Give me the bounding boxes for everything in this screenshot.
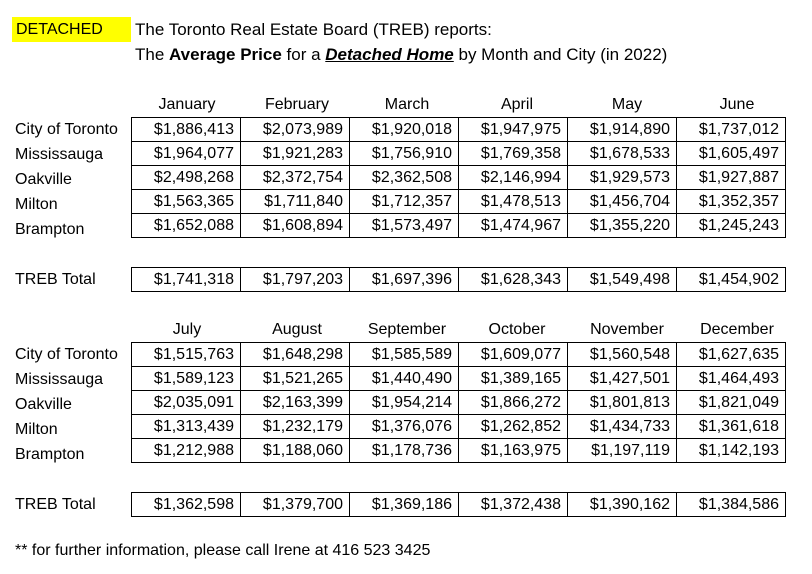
- city-labels-h2: [15, 342, 118, 467]
- price-cell: $1,563,365: [132, 190, 241, 214]
- price-cell: $1,355,220: [568, 214, 677, 238]
- price-cell: $2,362,508: [350, 166, 459, 190]
- price-cell: $1,440,490: [350, 367, 459, 391]
- table-row: [132, 367, 786, 391]
- price-cell: $1,454,902: [677, 268, 786, 292]
- price-cell: $1,212,988: [132, 439, 241, 463]
- price-cell: $2,372,754: [241, 166, 350, 190]
- price-cell: $1,921,283: [241, 142, 350, 166]
- price-cell: $1,372,438: [459, 493, 568, 517]
- total-table-h1: [131, 267, 786, 292]
- price-cell: $1,142,193: [677, 439, 786, 463]
- price-cell: $1,929,573: [568, 166, 677, 190]
- table-row: [132, 118, 786, 142]
- month-header: August: [272, 321, 322, 338]
- subtitle-suffix: by Month and City (in 2022): [453, 45, 668, 64]
- city-label: Brampton: [15, 221, 85, 238]
- treb-total-label: TREB Total: [15, 496, 96, 513]
- price-cell: $1,369,186: [350, 493, 459, 517]
- price-cell: $1,352,357: [677, 190, 786, 214]
- table-row: [132, 190, 786, 214]
- price-cell: $1,608,894: [241, 214, 350, 238]
- price-cell: $1,866,272: [459, 391, 568, 415]
- price-cell: $1,609,077: [459, 343, 568, 367]
- price-cell: $2,498,268: [132, 166, 241, 190]
- price-cell: $1,927,887: [677, 166, 786, 190]
- price-cell: $1,585,589: [350, 343, 459, 367]
- price-cell: $1,947,975: [459, 118, 568, 142]
- price-table-h2: [131, 342, 786, 463]
- price-cell: $1,954,214: [350, 391, 459, 415]
- price-cell: $1,737,012: [677, 118, 786, 142]
- price-cell: $1,379,700: [241, 493, 350, 517]
- price-cell: $1,920,018: [350, 118, 459, 142]
- price-cell: $1,197,119: [568, 439, 677, 463]
- price-cell: $2,073,989: [241, 118, 350, 142]
- month-header: January: [158, 96, 216, 113]
- month-header: June: [719, 96, 755, 113]
- month-header: July: [172, 321, 202, 338]
- table-row: [132, 214, 786, 238]
- month-headers-h1: [132, 94, 792, 116]
- table-row: [132, 166, 786, 190]
- subtitle-emphasis: Detached Home: [325, 45, 454, 64]
- price-cell: $1,178,736: [350, 439, 459, 463]
- price-cell: $1,384,586: [677, 493, 786, 517]
- month-header: March: [384, 96, 430, 113]
- city-labels-h1: [15, 117, 118, 242]
- price-cell: $2,163,399: [241, 391, 350, 415]
- table-row: [132, 415, 786, 439]
- price-cell: $1,678,533: [568, 142, 677, 166]
- price-cell: $1,515,763: [132, 343, 241, 367]
- month-header: November: [590, 321, 664, 338]
- price-cell: $1,605,497: [677, 142, 786, 166]
- price-cell: $1,361,618: [677, 415, 786, 439]
- price-cell: $1,390,162: [568, 493, 677, 517]
- price-cell: $1,262,852: [459, 415, 568, 439]
- price-cell: $1,914,890: [568, 118, 677, 142]
- price-cell: $1,474,967: [459, 214, 568, 238]
- price-table-h1: [131, 117, 786, 238]
- month-header: April: [500, 96, 533, 113]
- city-label: Brampton: [15, 446, 85, 463]
- price-cell: $1,741,318: [132, 268, 241, 292]
- city-label: Oakville: [15, 171, 72, 188]
- footer-note: ** for further information, please call Irene at 416 523 3425: [15, 542, 431, 559]
- city-label: Oakville: [15, 396, 72, 413]
- table-row: [132, 142, 786, 166]
- price-cell: $1,232,179: [241, 415, 350, 439]
- price-cell: $1,560,548: [568, 343, 677, 367]
- price-cell: $1,797,203: [241, 268, 350, 292]
- price-cell: $1,163,975: [459, 439, 568, 463]
- price-cell: $1,821,049: [677, 391, 786, 415]
- price-cell: $1,886,413: [132, 118, 241, 142]
- price-cell: $1,573,497: [350, 214, 459, 238]
- price-cell: $1,648,298: [241, 343, 350, 367]
- price-cell: $1,697,396: [350, 268, 459, 292]
- price-cell: $1,456,704: [568, 190, 677, 214]
- table-row: [132, 493, 786, 517]
- table-row: [132, 268, 786, 292]
- total-table-h2: [131, 492, 786, 517]
- price-cell: $1,589,123: [132, 367, 241, 391]
- table-row: [132, 439, 786, 463]
- subtitle-mid: for a: [281, 45, 326, 64]
- city-label: Mississauga: [15, 371, 104, 388]
- price-cell: $1,434,733: [568, 415, 677, 439]
- month-header: October: [488, 321, 546, 338]
- city-label: Milton: [15, 421, 58, 438]
- price-cell: $1,712,357: [350, 190, 459, 214]
- price-cell: $1,652,088: [132, 214, 241, 238]
- price-cell: $1,478,513: [459, 190, 568, 214]
- price-cell: $1,188,060: [241, 439, 350, 463]
- category-badge: DETACHED: [12, 17, 131, 42]
- price-cell: $1,964,077: [132, 142, 241, 166]
- city-label: City of Toronto: [15, 121, 118, 138]
- price-cell: $1,628,343: [459, 268, 568, 292]
- subtitle-prefix: The: [135, 45, 170, 64]
- city-label: Mississauga: [15, 146, 104, 163]
- report-subtitle: [135, 45, 667, 65]
- month-header: December: [700, 321, 774, 338]
- price-cell: $2,035,091: [132, 391, 241, 415]
- report-title: The Toronto Real Estate Board (TREB) reports:: [135, 20, 492, 39]
- month-headers-h2: [132, 319, 792, 341]
- price-cell: $1,801,813: [568, 391, 677, 415]
- price-cell: $1,521,265: [241, 367, 350, 391]
- table-row: [132, 343, 786, 367]
- treb-total-label: TREB Total: [15, 271, 96, 288]
- price-cell: $1,427,501: [568, 367, 677, 391]
- city-label: City of Toronto: [15, 346, 118, 363]
- price-cell: $1,362,598: [132, 493, 241, 517]
- month-header: February: [264, 96, 330, 113]
- price-cell: $1,769,358: [459, 142, 568, 166]
- price-cell: $1,245,243: [677, 214, 786, 238]
- month-header: May: [611, 96, 643, 113]
- subtitle-bold: Average Price: [169, 45, 282, 64]
- price-cell: $1,711,840: [241, 190, 350, 214]
- table-row: [132, 391, 786, 415]
- price-cell: $2,146,994: [459, 166, 568, 190]
- price-cell: $1,376,076: [350, 415, 459, 439]
- price-cell: $1,464,493: [677, 367, 786, 391]
- city-label: Milton: [15, 196, 58, 213]
- price-cell: $1,627,635: [677, 343, 786, 367]
- month-header: September: [367, 321, 447, 338]
- price-cell: $1,313,439: [132, 415, 241, 439]
- price-cell: $1,389,165: [459, 367, 568, 391]
- price-cell: $1,549,498: [568, 268, 677, 292]
- price-cell: $1,756,910: [350, 142, 459, 166]
